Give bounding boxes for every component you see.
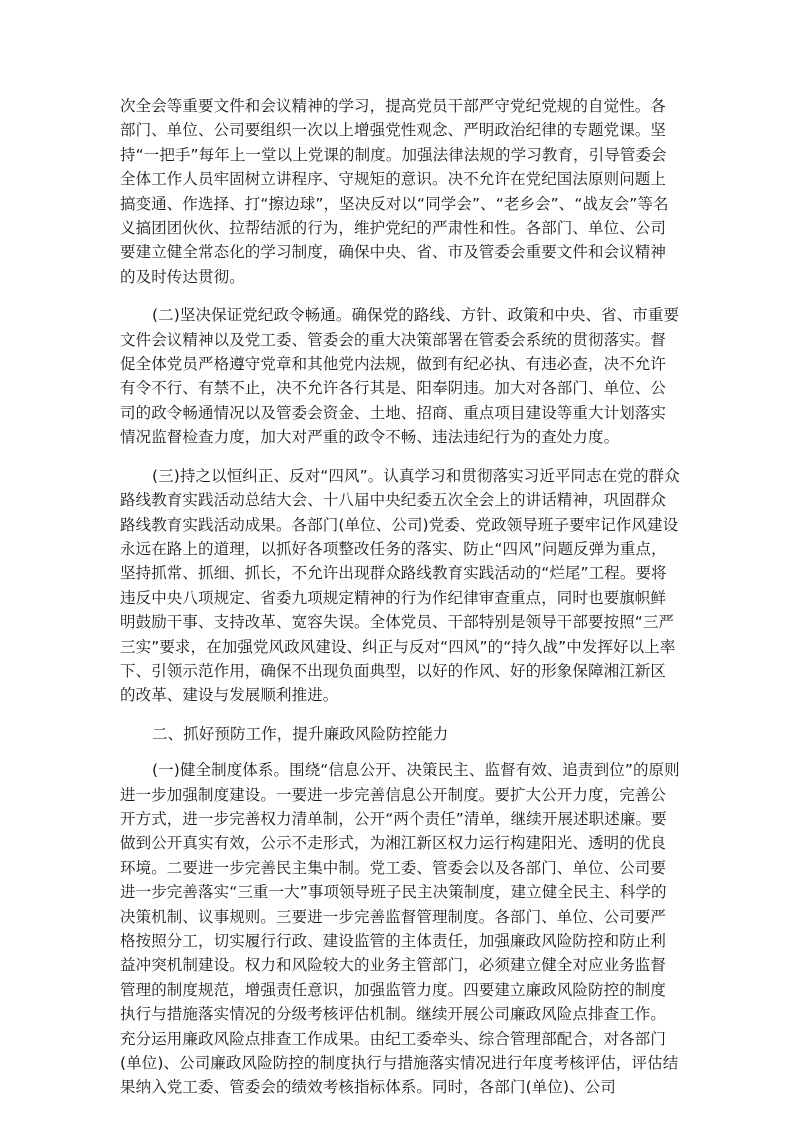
section-heading-prevention: 二、抓好预防工作，提升廉政风险防控能力 — [152, 724, 449, 743]
document-page — [120, 94, 680, 1114]
paragraph-institution-system: (一)健全制度体系。围绕“信息公开、决策民主、监督有效、追责到位”的原则进一步加强制度建设。一要进一步完善信息公开制度。要扩大公开力度，完善公开方式，进一步完善权力清单制，公开“两个责任”清单，继续开展述职述廉。要做到公开真实有效，公示不走形式，为湘江新区权力运行构建阳光、透明的优良环境。二要进一步完善民主集中制。党工委、管委会以及各部门、单位、公司要进一步完善落实“三重一大”事项领导班子民主决策制度，建立健全民主、科学的决策机制、议事规则。三要进一步完善监督管理制度。各部门、单位、公司要严格按照分工，切实履行行政、建设监管的主体责任，加强廉政风险防控和防止利益冲突机制建设。权力和风险较大的业务主管部门，必须建立健全对应业务监督管理的制度规范，增强责任意识，加强监管力度。四要建立廉政风险防控的制度执行与措施落实情况的分级考核评估机制。继续开展公司廉政风险点排查工作。充分运用廉政风险点排查工作成果。由纪工委牵头、综合管理部配合，对各部门(单位)、公司廉政风险防控的制度执行与措施落实情况进行年度考核评估，评估结果纳入党工委、管委会的绩效考核指标体系。同时，各部门(单位)、公司 — [120, 761, 680, 1097]
paragraph-study-discipline: 次全会等重要文件和会议精神的学习，提高党员干部严守党纪党规的自觉性。各部门、单位、公司要组织一次以上增强党性观念、严明政治纪律的专题党课。坚持“一把手”每年上一堂以上党课的制度。加强法律法规的学习教育，引导管委会全体工作人员牢固树立讲程序、守规矩的意识。决不允许在党纪国法原则问题上搞变通、作选择、打“擦边球”，坚决反对以“同学会”、“老乡会”、“战友会”等名义搞团团伙伙、拉帮结派的行为，维护党纪的严肃性和性。各部门、单位、公司要建立健全常态化的学习制度，确保中央、省、市及管委会重要文件和会议精神的及时传达贯彻。 — [120, 97, 669, 286]
paragraph-ensure-orders: (二)坚决保证党纪政令畅通。确保党的路线、方针、政策和中央、省、市重要文件会议精神以及党工委、管委会的重大决策部署在管委会系统的贯彻落实。督促全体党员严格遵守党章和其他党内法规，做到有纪必执、有违必查，决不允许有令不行、有禁不止，决不允许各行其是、阳奉阴违。加大对各部门、单位、公司的政令畅通情况以及管委会资金、土地、招商、重点项目建设等重大计划落实情况监督检查力度，加大对严重的政令不畅、违法违纪行为的查处力度。 — [120, 306, 680, 447]
paragraph-four-winds: (三)持之以恒纠正、反对“四风”。认真学习和贯彻落实习近平同志在党的群众路线教育实践活动总结大会、十八届中央纪委五次全会上的讲话精神，巩固群众路线教育实践活动成果。各部门(单位、公司)党委、党政领导班子要牢记作风建设永远在路上的道理，以抓好各项整改任务的落实、防止“四风”问题反弹为重点，坚持抓常、抓细、抓长，不允许出现群众路线教育实践活动的“烂尾”工程。要将违反中央八项规定、省委九项规定精神的行为作纪律审查重点，同时也要旗帜鲜明鼓励干事、支持改革、宽容失误。全体党员、干部特别是领导干部要按照“三严三实”要求，在加强党风政风建设、纠正与反对“四风”的“持久战”中发挥好以上率下、引领示范作用，确保不出现负面典型，以好的作风、好的形象保障湘江新区的改革、建设与发展顺利推进。 — [120, 466, 680, 705]
